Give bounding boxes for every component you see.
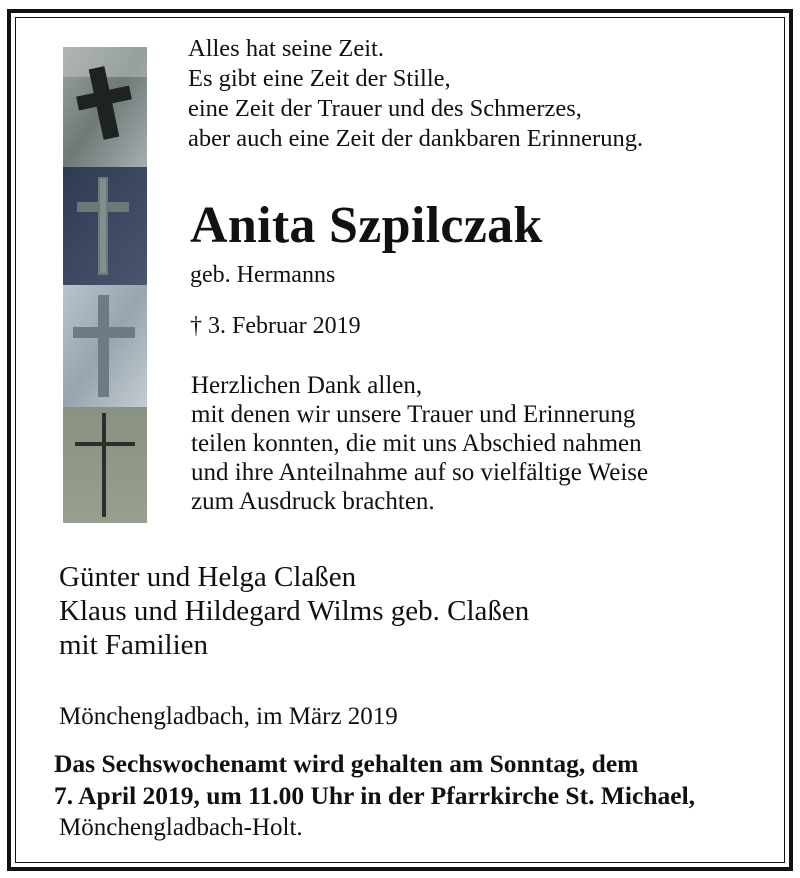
poem-line: Alles hat seine Zeit. — [188, 35, 384, 62]
family-line: mit Familien — [59, 629, 209, 661]
thanks-text — [191, 371, 648, 516]
family-signatures — [59, 560, 529, 662]
service-notice — [54, 748, 695, 812]
family-line: Klaus und Hildegard Wilms geb. Claßen — [59, 595, 530, 627]
service-line: Das Sechswochenamt wird gehalten am Sonntag, dem — [54, 749, 639, 778]
crosses-photo — [63, 47, 147, 523]
thanks-line: zum Ausdruck brachten. — [191, 488, 435, 515]
service-location: Mönchengladbach-Holt. — [59, 814, 303, 841]
thanks-line: mit denen wir unsere Trauer und Erinnerung — [191, 401, 636, 428]
thanks-line: teilen konnten, die mit uns Abschied nahmen — [191, 430, 642, 457]
maiden-name: geb. Hermanns — [190, 262, 336, 288]
poem — [188, 34, 643, 154]
thanks-line: und ihre Anteilnahme auf so vielfältige Weise — [191, 459, 649, 486]
place-date: Mönchengladbach, im März 2019 — [59, 703, 398, 730]
poem-line: eine Zeit der Trauer und des Schmerzes, — [188, 95, 582, 122]
poem-line: aber auch eine Zeit der dankbaren Erinnerung. — [188, 125, 644, 152]
deceased-name: Anita Szpilczak — [190, 197, 543, 254]
poem-line: Es gibt eine Zeit der Stille, — [188, 65, 451, 92]
thanks-line: Herzlichen Dank allen, — [191, 372, 423, 399]
family-line: Günter und Helga Claßen — [59, 561, 357, 593]
service-line: 7. April 2019, um 11.00 Uhr in der Pfarrkirche St. Michael, — [54, 781, 696, 810]
death-date: † 3. Februar 2019 — [190, 313, 361, 339]
